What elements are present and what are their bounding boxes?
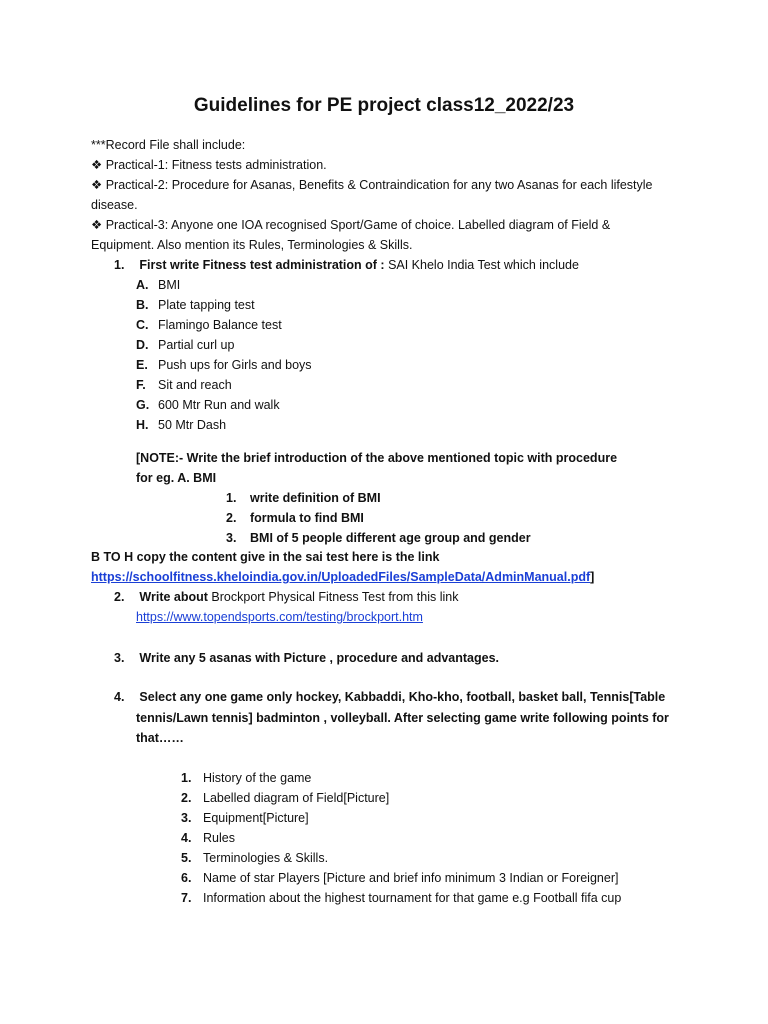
bmi-step-item [226,510,364,526]
bmi-step-item-marker: 2. [226,511,237,525]
sai-admin-manual-link[interactable]: https://schoolfitness.kheloindia.gov.in/UploadedFiles/SampleData/AdminManual.pdf [91,570,591,584]
fitness-test-item-text: Plate tapping test [158,298,255,312]
brockport-link-line [136,609,423,625]
game-point-item [181,790,389,806]
item-2-text: Brockport Physical Fitness Test from this link [207,590,459,604]
bmi-step-item-marker: 1. [226,491,237,505]
game-point-item-marker: 3. [181,811,192,825]
fitness-test-item-text: 50 Mtr Dash [158,418,227,432]
practical-2-text: Practical-2: Procedure for Asanas, Benefits & Contraindication for any two Asanas for each lifestyle [105,178,653,192]
bmi-step-item-marker: 3. [226,531,237,545]
diamond-bullet-icon: ❖ [91,158,103,172]
game-point-item-marker: 4. [181,831,192,845]
fitness-test-item-marker: B. [136,298,149,312]
game-point-item-text: Information about the highest tournament for that game e.g Football fifa cup [203,891,622,905]
fitness-test-item-text: BMI [158,278,181,292]
diamond-bullet-icon: ❖ [91,178,103,192]
game-point-item-text: Equipment[Picture] [203,811,309,825]
fitness-test-item [136,337,234,353]
note-line-2: for eg. A. BMI [136,471,217,485]
item-2-bold-text: Write about [139,590,208,604]
fitness-test-item-marker: E. [136,358,148,372]
practical-1-line [91,157,327,173]
game-point-item-marker: 1. [181,771,192,785]
item-1-number: 1. [114,258,125,272]
brockport-link[interactable]: https://www.topendsports.com/testing/brockport.htm [136,610,423,624]
fitness-test-item [136,357,312,373]
game-point-item-marker: 7. [181,891,192,905]
item-3 [114,650,499,666]
item-4-number: 4. [114,690,125,704]
fitness-test-item-text: Sit and reach [158,378,232,392]
fitness-test-item-marker: G. [136,398,150,412]
fitness-test-item-text: Partial curl up [158,338,235,352]
item-4-line-2: tennis/Lawn tennis] badminton , volleyball. After selecting game write following points for [136,711,669,725]
practical-2-line [91,177,653,193]
fitness-test-item-text: Flamingo Balance test [158,318,282,332]
fitness-test-item [136,297,255,313]
item-3-text: Write any 5 asanas with Picture , procedure and advantages. [139,651,500,665]
item-1-text: SAI Khelo India Test which include [384,258,579,272]
fitness-test-item-marker: F. [136,378,146,392]
item-2-number: 2. [114,590,125,604]
item-1 [114,257,579,273]
item-4-line-1: Select any one game only hockey, Kabbaddi, Kho-kho, football, basket ball, Tennis[Table [139,690,666,704]
copy-instruction: B TO H copy the content give in the sai test here is the link [91,550,440,564]
game-point-item-text: Labelled diagram of Field[Picture] [203,791,390,805]
fitness-test-item-text: 600 Mtr Run and walk [158,398,280,412]
fitness-test-item-marker: A. [136,278,149,292]
game-point-item-text: Rules [203,831,235,845]
fitness-test-item [136,397,280,413]
bmi-step-item-text: formula to find BMI [250,511,364,525]
bmi-step-item-text: BMI of 5 people different age group and gender [250,531,531,545]
game-point-item [181,810,309,826]
diamond-bullet-icon: ❖ [91,218,103,232]
practical-3-text: Practical-3: Anyone one IOA recognised Sport/Game of choice. Labelled diagram of Field & [105,218,611,232]
sai-link-line [91,569,594,585]
bmi-step-item-text: write definition of BMI [250,491,381,505]
fitness-test-item-marker: C. [136,318,149,332]
item-2 [114,589,458,605]
practical-2-continuation: disease. [91,198,138,212]
game-point-item [181,890,621,906]
practical-3-continuation: Equipment. Also mention its Rules, Terminologies & Skills. [91,238,413,252]
practical-1-text: Practical-1: Fitness tests administration. [105,158,327,172]
game-point-item-text: Name of star Players [Picture and brief info minimum 3 Indian or Foreigner] [203,871,619,885]
item-4 [114,689,665,705]
bmi-step-item [226,530,531,546]
fitness-test-item-marker: H. [136,418,149,432]
item-1-bold-text: First write Fitness test administration of : [139,258,385,272]
fitness-test-item [136,417,226,433]
game-point-item-marker: 6. [181,871,192,885]
game-point-item [181,870,618,886]
fitness-test-item-marker: D. [136,338,149,352]
practical-3-line [91,217,610,233]
game-point-item-marker: 5. [181,851,192,865]
sai-link-bracket: ] [590,570,595,584]
page-title: Guidelines for PE project class12_2022/23 [193,95,575,116]
fitness-test-item [136,377,232,393]
game-point-item [181,770,311,786]
fitness-test-item [136,317,282,333]
game-point-item [181,830,235,846]
note-line-1: [NOTE:- Write the brief introduction of the above mentioned topic with procedure [136,451,618,465]
fitness-test-item [136,277,180,293]
game-point-item-text: History of the game [203,771,312,785]
item-3-number: 3. [114,651,125,665]
game-point-item-text: Terminologies & Skills. [203,851,329,865]
game-point-item [181,850,328,866]
item-4-line-3: that…… [136,731,184,745]
game-point-item-marker: 2. [181,791,192,805]
bmi-step-item [226,490,381,506]
fitness-test-item-text: Push ups for Girls and boys [158,358,312,372]
record-file-heading: ***Record File shall include: [91,138,246,152]
